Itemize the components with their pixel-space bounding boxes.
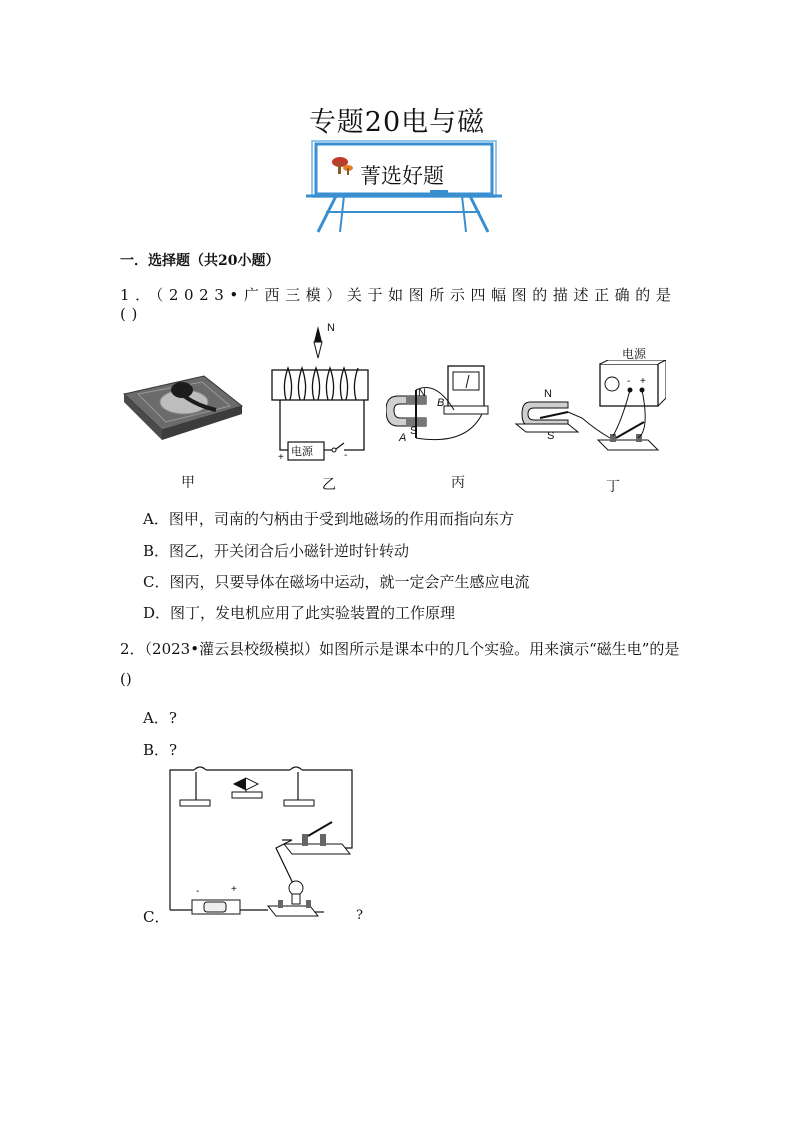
question-1-stem: 1．（2023•广西三模）关于如图所示四幅图的描述正确的是() — [120, 286, 677, 323]
caption-bing: 丙 — [451, 475, 465, 491]
plus-label-yi: + — [278, 452, 284, 463]
q1-option-c[interactable]: C．图丙，只要导体在磁场中运动，就一定会产生感应电流 — [143, 573, 530, 591]
question-2-stem: 2．（2023•灌云县校级模拟）如图所示是课本中的几个实验。用来演示“磁生电”的是() — [120, 640, 680, 688]
q2-option-b[interactable]: B．? — [143, 741, 178, 759]
battery-plus-label: + — [231, 884, 237, 895]
figure-q2-circuit — [164, 762, 360, 918]
point-a-label: A — [399, 432, 407, 444]
section-heading: 一．选择题（共20小题） — [120, 253, 280, 269]
q1-option-d[interactable]: D．图丁，发电机应用了此实验装置的工作原理 — [143, 604, 456, 622]
q2-option-c-tail: ? — [356, 908, 363, 923]
power-label-yi: 电源 — [291, 445, 313, 458]
point-b-label: B — [437, 397, 445, 409]
banner-text: 菁选好题 — [360, 164, 444, 188]
q2-option-c[interactable]: C． — [143, 908, 170, 926]
caption-ding: 丁 — [606, 479, 620, 495]
minus-label-yi: - — [344, 450, 348, 461]
figure-yi-solenoid — [264, 322, 376, 468]
q1-option-b[interactable]: B．图乙，开关闭合后小磁针逆时针转动 — [143, 542, 410, 560]
caption-jia: 甲 — [181, 475, 195, 491]
plus-label-ding: + — [640, 376, 646, 387]
magnet-n-label-bing: N — [418, 387, 426, 399]
page-title: 专题20电与磁 — [308, 107, 486, 138]
minus-label-ding: - — [627, 376, 631, 387]
caption-yi: 乙 — [322, 477, 336, 493]
magnet-s-label-ding: S — [547, 430, 555, 442]
magnet-n-label-ding: N — [544, 388, 552, 400]
power-label-ding: 电源 — [622, 347, 647, 361]
q2-option-a[interactable]: A．? — [143, 709, 177, 727]
magnet-s-label-bing: S — [410, 425, 418, 437]
battery-minus-label: - — [196, 886, 200, 897]
q1-option-a[interactable]: A．图甲，司南的勺柄由于受到地磁场的作用而指向东方 — [143, 510, 514, 528]
compass-n-label: N — [327, 322, 335, 334]
figure-jia-compass — [120, 360, 246, 446]
